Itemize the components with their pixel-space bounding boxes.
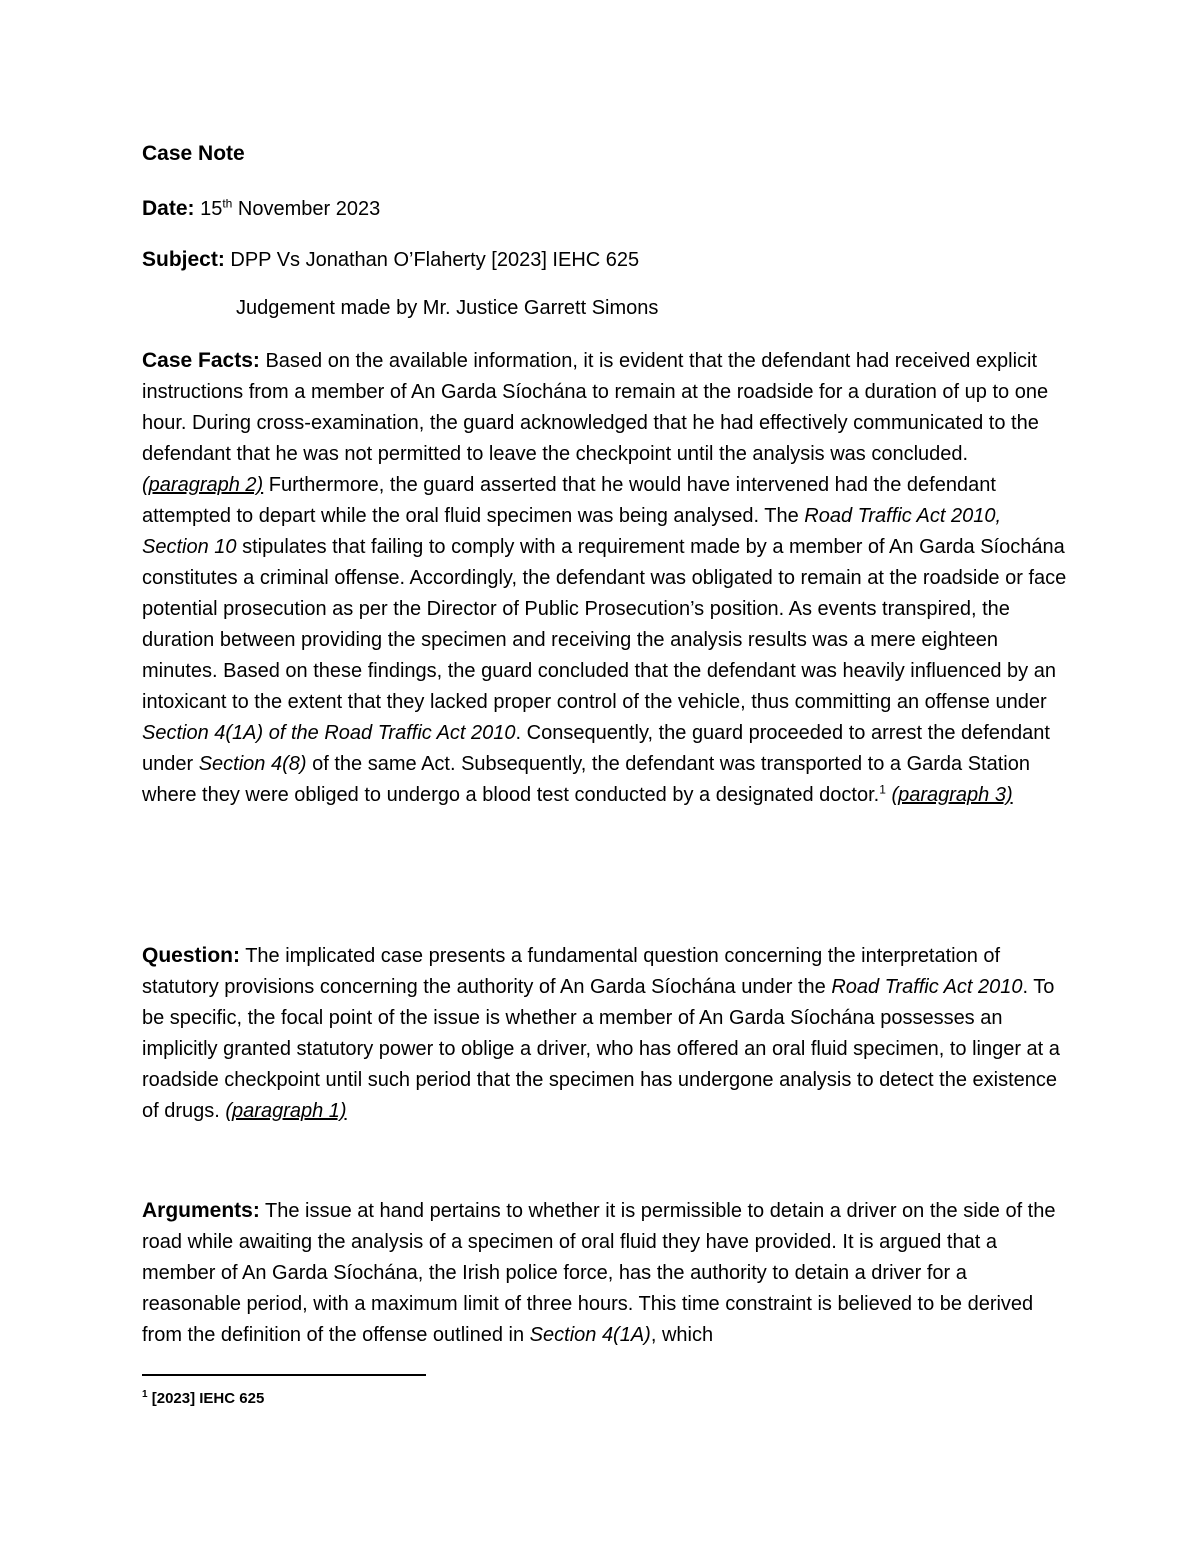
statute-reference: Road Traffic Act 2010, Section 10 (142, 505, 1002, 558)
paragraph-3-reference: (paragraph 3) (891, 784, 1013, 806)
paragraph-1-reference: (paragraph 1) (225, 1100, 347, 1122)
footnote-separator (142, 1374, 426, 1376)
date-rest: November 2023 (232, 198, 381, 220)
question-text: . To be specific, the focal point of the issue is whether a member of An Garda Síochána possesses an implicitly granted statutory power to oblige a driver, who has offered an oral fluid specimen, to linger at a roadside checkpoint until such period that the specimen has undergone analysis to detect the existence of drugs. (142, 976, 1060, 1122)
date-day: 15 (200, 198, 223, 220)
statute-reference: Road Traffic Act 2010 (831, 976, 1023, 998)
case-facts-label: Case Facts: (142, 349, 260, 372)
date-label: Date: (142, 197, 195, 220)
paragraph-2-reference: (paragraph 2) (142, 474, 264, 496)
footnote-number: 1 (142, 1389, 148, 1400)
document-title: Case Note (142, 142, 245, 165)
date-line (142, 197, 1067, 221)
case-facts-text: . Consequently, the guard proceeded to arrest the defendant under (142, 722, 1050, 775)
case-facts-text: Furthermore, the guard asserted that he would have intervened had the defendant attempted to depart while the oral fluid specimen was being analysed. The (142, 474, 996, 527)
subject-value: DPP Vs Jonathan O’Flaherty [2023] IEHC 625 (224, 249, 640, 271)
case-facts-text: stipulates that failing to comply with a requirement made by a member of An Garda Síochána constitutes a criminal offense. Accordingly, the defendant was obligated to remain at the roadside or face potential prosecution as per the Director of Public Prosecution’s position. As events transpired, the duration between providing the specimen and receiving the analysis results was a mere eighteen minutes. Based on these findings, the guard concluded that the defendant was heavily influenced by an intoxicant to the extent that they lacked proper control of the vehicle, thus committing an offense under (142, 536, 1067, 713)
date-suffix: th (222, 196, 233, 211)
statute-reference: Section 4(1A) (529, 1324, 651, 1346)
subject-label: Subject: (142, 248, 225, 271)
footnote-marker: 1 (879, 782, 886, 797)
case-facts-text: Based on the available information, it is evident that the defendant had received explicit instructions from a member of An Garda Síochána to remain at the roadside for a duration of up to one hour. During cross-examination, the guard acknowledged that he had effectively communicated to the defendant that he was not permitted to leave the checkpoint until the analysis was concluded. (142, 350, 1049, 465)
question-paragraph (142, 940, 1067, 1127)
arguments-text: The issue at hand pertains to whether it is permissible to detain a driver on the side of the road while awaiting the analysis of a specimen of oral fluid they have provided. It is argued that a member of An Garda Síochána, the Irish police force, has the authority to detain a driver for a reasonable period, with a maximum limit of three hours. This time constraint is believed to be derived from the definition of the offense outlined in (142, 1200, 1056, 1346)
judgement-line: Judgement made by Mr. Justice Garrett Simons (236, 297, 659, 319)
footnote (142, 1390, 264, 1407)
statute-reference: Section 4(8) (198, 753, 307, 775)
question-text: The implicated case presents a fundamental question concerning the interpretation of statutory provisions concerning the authority of An Garda Síochána under the (142, 945, 1001, 998)
case-facts-paragraph (142, 345, 1067, 811)
arguments-text: , which (650, 1324, 714, 1346)
statute-reference: Section 4(1A) of the Road Traffic Act 2010 (142, 722, 516, 744)
arguments-paragraph (142, 1195, 1067, 1351)
footnote-text: [2023] IEHC 625 (147, 1390, 265, 1407)
arguments-label: Arguments: (142, 1199, 260, 1222)
case-facts-text: of the same Act. Subsequently, the defendant was transported to a Garda Station where they were obliged to undergo a blood test conducted by a designated doctor. (142, 753, 1030, 806)
subject-line (142, 248, 1067, 272)
question-label: Question: (142, 944, 240, 967)
